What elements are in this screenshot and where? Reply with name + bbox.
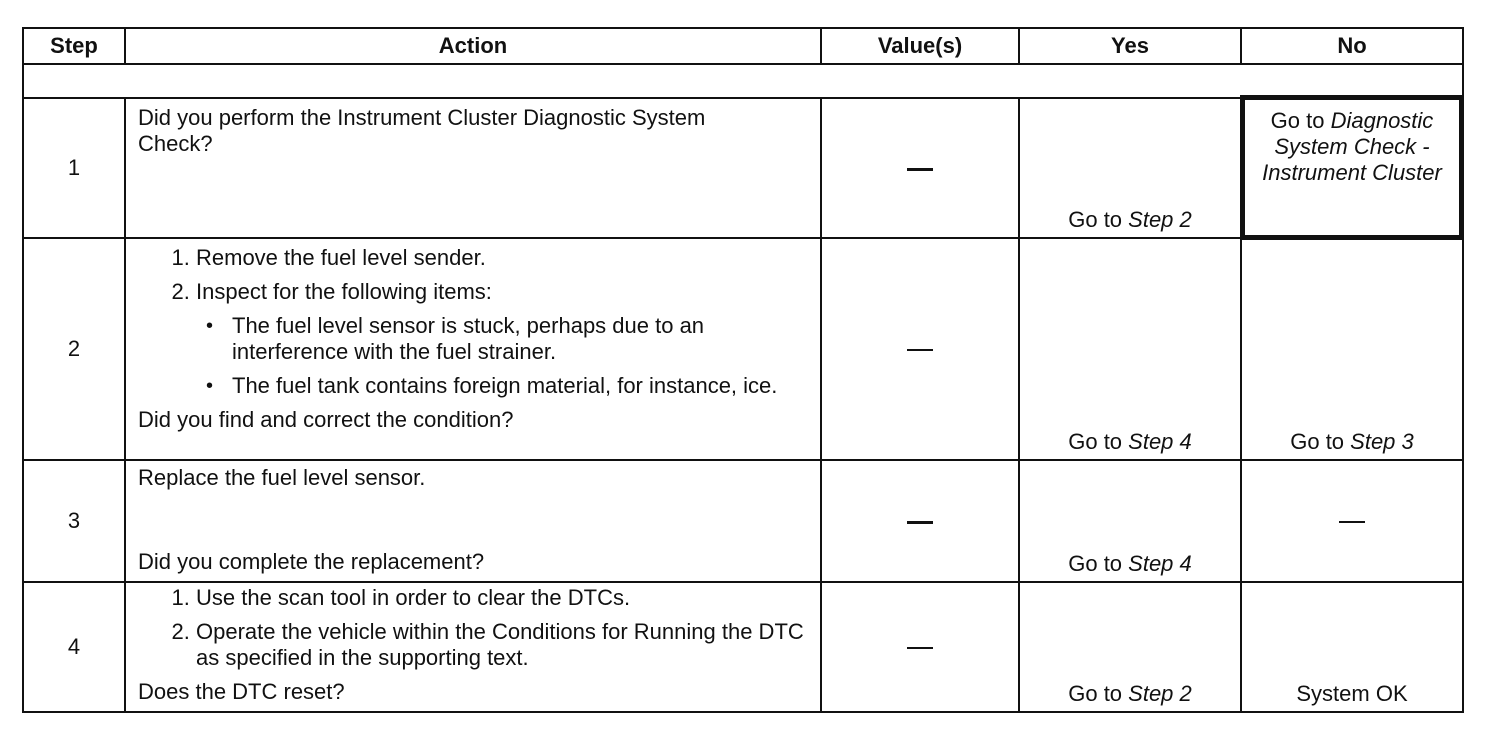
step-number: 1	[23, 98, 125, 238]
action-steps-list	[138, 245, 810, 399]
action-step-item: 1. Use the scan tool in order to clear the DTCs.	[196, 585, 810, 611]
value-cell	[821, 238, 1019, 460]
action-question: Did you perform the Instrument Cluster Diagnostic System Check?	[138, 105, 706, 156]
table-row-step-4	[23, 582, 1463, 712]
action-question: Does the DTC reset?	[138, 679, 345, 704]
value-cell	[821, 98, 1019, 238]
header-action: Action	[125, 28, 821, 64]
no-prefix: Go to	[1270, 108, 1331, 133]
action-cell	[125, 98, 821, 238]
action-question: Did you find and correct the condition?	[138, 407, 514, 432]
no-cell	[1241, 238, 1463, 460]
yes-prefix: Go to	[1068, 681, 1129, 706]
diagnostic-table	[22, 27, 1464, 713]
yes-cell	[1019, 460, 1241, 582]
yes-step-link[interactable]: Step 2	[1128, 207, 1192, 232]
no-result-text: System OK	[1296, 681, 1408, 706]
step-number: 3	[23, 460, 125, 582]
value-cell	[821, 460, 1019, 582]
header-step: Step	[23, 28, 125, 64]
action-bullet-item: • The fuel level sensor is stuck, perhaps due to an interference with the fuel strainer.	[220, 313, 810, 365]
action-cell	[125, 238, 821, 460]
action-step-item: 2. Operate the vehicle within the Conditions for Running the DTC as specified in the supporting text.	[196, 619, 806, 671]
action-cell	[125, 460, 821, 582]
action-cell	[125, 582, 821, 712]
no-cell	[1241, 582, 1463, 712]
yes-prefix: Go to	[1068, 551, 1129, 576]
action-step-text: Inspect for the following items:	[196, 279, 492, 304]
action-bullet-list	[196, 313, 810, 399]
step-number: 2	[23, 238, 125, 460]
action-text: Replace the fuel level sensor.	[138, 465, 426, 490]
header-yes: Yes	[1019, 28, 1241, 64]
action-bullet-item: • The fuel tank contains foreign material, for instance, ice.	[220, 373, 810, 399]
no-link[interactable]: Diagnostic System Check - Instrument Cluster	[1262, 108, 1442, 185]
action-step-item: 1. Remove the fuel level sender.	[196, 245, 810, 271]
value-cell	[821, 582, 1019, 712]
yes-step-link[interactable]: Step 4	[1128, 551, 1192, 576]
action-question: Did you complete the replacement?	[138, 549, 485, 574]
spacer-row	[23, 64, 1463, 98]
yes-cell	[1019, 238, 1241, 460]
table-row-step-2	[23, 238, 1463, 460]
no-cell	[1241, 98, 1463, 238]
yes-step-link[interactable]: Step 2	[1128, 681, 1192, 706]
yes-cell	[1019, 98, 1241, 238]
yes-cell	[1019, 582, 1241, 712]
table-row-step-3	[23, 460, 1463, 582]
header-no: No	[1241, 28, 1463, 64]
action-step-item	[196, 279, 810, 399]
table-row-step-1	[23, 98, 1463, 238]
no-cell	[1241, 460, 1463, 582]
yes-prefix: Go to	[1068, 207, 1129, 232]
spacer-cell	[23, 64, 1463, 98]
no-dash	[1339, 521, 1365, 523]
yes-prefix: Go to	[1068, 429, 1129, 454]
value-dash	[907, 521, 933, 524]
value-dash	[907, 647, 933, 649]
action-steps-list	[138, 585, 810, 671]
header-values: Value(s)	[821, 28, 1019, 64]
no-highlight-box	[1240, 95, 1464, 240]
header-row	[23, 28, 1463, 64]
no-step-link[interactable]: Step 3	[1350, 429, 1414, 454]
yes-step-link[interactable]: Step 4	[1128, 429, 1192, 454]
no-prefix: Go to	[1290, 429, 1351, 454]
step-number: 4	[23, 582, 125, 712]
value-dash	[907, 168, 933, 171]
value-dash	[907, 349, 933, 351]
